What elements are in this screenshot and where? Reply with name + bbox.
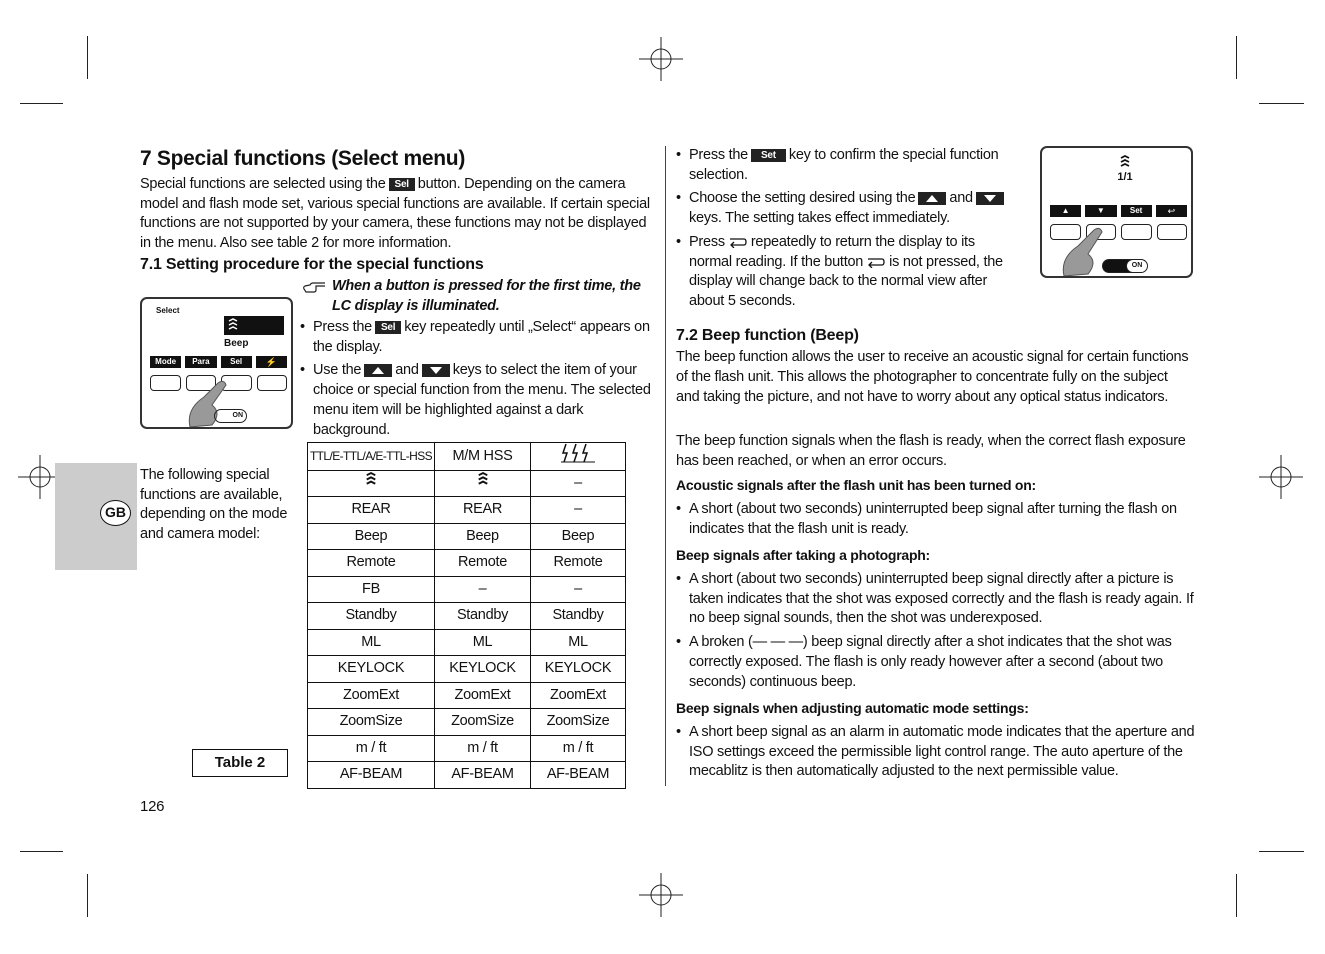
up-arrow-icon: ▲ [1050,205,1081,217]
sel-key-icon: Sel [375,321,401,334]
table-cell: ZoomSize [435,709,531,736]
table-row [308,470,626,497]
column-divider [665,146,666,786]
crop-mark [1259,851,1304,852]
beep-icon [476,472,490,488]
list-item [676,189,1021,228]
table-label: Table 2 [192,749,288,777]
up-key-icon [364,364,392,377]
on-switch[interactable]: ON [1126,259,1148,273]
on-switch[interactable]: ON [214,409,247,423]
following-text: The following special functions are available, depending on the mode and camera model: [140,467,288,543]
table-header-row [308,443,626,471]
steps-list-left [300,318,657,444]
table-cell: FB [308,576,435,603]
table-cell: Standby [435,603,531,630]
crop-mark [1236,36,1237,79]
table-cell: AF-BEAM [308,762,435,789]
crop-mark [87,874,88,917]
steps-list-right [676,146,1021,316]
acoustic-list [676,500,1193,543]
table-cell: ZoomExt [531,682,626,709]
column-header: M/M HSS [435,443,531,471]
table-row [308,550,626,577]
para-label: Para [185,356,216,368]
table-cell: Beep [308,523,435,550]
crop-mark [1236,874,1237,917]
table-cell [308,470,435,497]
softkey-button[interactable] [1157,224,1188,240]
set-key-icon: Set [751,149,786,162]
table-cell: AF-BEAM [435,762,531,789]
step-text: Press [689,233,725,250]
page-title: 7 Special functions (Select menu) [140,147,466,170]
table-cell: REAR [435,497,531,524]
step-text: Press the [689,147,748,163]
registration-mark-icon [639,873,683,917]
table-cell: Remote [531,550,626,577]
sel-key-icon: Sel [389,178,415,191]
down-key-icon [422,364,450,377]
step-text: and [395,362,419,379]
list-item [300,361,657,440]
step-text: keys. The setting takes effect immediately. [689,210,950,227]
table-row [308,497,626,524]
list-item: • A short (about two seconds) uninterrupted beep signal after turning the flash on indicates that the flash unit is ready. [676,500,1193,539]
crop-mark [20,103,63,104]
softkey-button[interactable] [257,375,288,391]
step-text: Choose the setting desired using the [689,190,916,207]
beep-icon [364,472,378,488]
table-cell: REAR [308,497,435,524]
table-cell: m / ft [308,735,435,762]
subheading: Acoustic signals after the flash unit has been turned on: [676,477,1036,493]
page-number: 126 [140,798,165,815]
list-item [300,318,657,357]
step-text: repeatedly to return the display to its normal reading. If the button [689,233,975,270]
table-cell: m / ft [531,735,626,762]
section-heading: 7.1 Setting procedure for the special functions [140,256,484,273]
table-row [308,629,626,656]
crop-mark [87,36,88,79]
subheading: Beep signals when adjusting automatic mode settings: [676,700,1029,716]
display-value: 1/1 [1117,171,1133,183]
sel-label: Sel [221,356,252,368]
list-item: • A short beep signal as an alarm in automatic mode indicates that the aperture and ISO settings exceed the permissible light control range. The auto aperture of the mecablitz is then automatically adjusted to the next permissible value. [676,723,1196,782]
list-item [676,146,1021,185]
intro-text: button. Depending on the camera model and flash mode set, various special functions are available. If certain special functions are not supported by your camera, these functions may not be displayed in the menu. Also see table 2 for more information. [140,176,650,252]
table-cell: KEYLOCK [531,656,626,683]
highlight-bar [224,316,284,335]
flash-display-illustration [1040,146,1193,278]
special-functions-table [307,442,626,789]
table-cell: Remote [435,550,531,577]
softkey-button[interactable] [150,375,181,391]
crop-mark [20,851,63,852]
step-text: Press the [313,319,372,335]
softkey-labels [1050,205,1187,217]
beep-icon [227,318,239,333]
table-cell: ML [308,629,435,656]
softkey-labels [150,356,287,368]
registration-mark-icon [1259,455,1303,499]
table-cell: ZoomSize [308,709,435,736]
table-cell: ML [531,629,626,656]
after-photo-list [676,570,1196,696]
table-cell: – [531,470,626,497]
column-header [531,443,626,471]
table-cell: – [435,576,531,603]
table-cell: KEYLOCK [435,656,531,683]
table-row [308,735,626,762]
return-key-icon [866,256,886,268]
flash-series-icon [561,443,595,463]
table-cell: Standby [531,603,626,630]
intro-text: Special functions are selected using the [140,176,386,192]
table-row [308,656,626,683]
list-item: • A broken (— — —) beep signal directly after a shot indicates that the shot was correctly exposed. The flash is only ready however after a second (about two seconds) continuous beep. [676,633,1196,692]
registration-mark-icon [639,37,683,81]
pointing-hand-icon [302,280,326,294]
table-cell: ZoomExt [435,682,531,709]
down-key-icon [976,192,1004,205]
step-text: Use the [313,362,362,379]
step-text: keys to select the item of your choice or special function from the menu. The selected menu item will be highlighted against a dark background. [313,362,651,438]
table-cell: Remote [308,550,435,577]
table-cell: ML [435,629,531,656]
beep-paragraph: The beep function signals when the flash is ready, when the correct flash exposure has been reached, or when an error occurs. [676,433,1186,469]
step-text: and [949,190,973,207]
step-text: is not pressed, the display will change back to the normal view after about 5 seconds. [689,253,1003,310]
list-item: • A short (about two seconds) uninterrupted beep signal directly after a picture is taken indicates that the shot was exposed correctly and the flash is ready again. If no beep signal sounds, then the shot was underexposed. [676,570,1196,629]
display-title: Select [156,306,180,315]
return-icon: ↩ [1156,205,1187,217]
table-cell: AF-BEAM [531,762,626,789]
table-row [308,603,626,630]
table-cell [435,470,531,497]
table-cell: Standby [308,603,435,630]
table-cell: m / ft [435,735,531,762]
column-header: TTL/E-TTL/A/E-TTL-HSS [308,443,435,471]
flash-icon: ⚡ [256,356,287,368]
list-item [676,233,1021,312]
beep-icon [1119,155,1131,170]
language-badge: GB [100,500,131,526]
display-item: Beep [224,338,249,349]
intro-paragraph [140,175,655,254]
auto-mode-list [676,723,1196,786]
table-cell: Beep [435,523,531,550]
table-row [308,523,626,550]
subheading: Beep signals after taking a photograph: [676,547,930,563]
table-cell: KEYLOCK [308,656,435,683]
table-cell: ZoomSize [531,709,626,736]
step-text: key repeatedly until „Select“ appears on the display. [313,319,650,355]
set-label: Set [1121,205,1152,217]
table-row [308,762,626,789]
table-cell: ZoomExt [308,682,435,709]
flash-display-illustration [140,297,293,429]
table-row [308,709,626,736]
step-text: key to confirm the special function selection. [689,147,999,183]
table-cell: – [531,576,626,603]
beep-paragraph: The beep function allows the user to receive an acoustic signal for certain functions of the flash unit. This allows the photographer to concentrate fully on the subject and taking the picture, and not have to worry about any optical status indicators. [676,349,1189,405]
table-cell: – [531,497,626,524]
table-cell: Beep [531,523,626,550]
down-arrow-icon: ▼ [1085,205,1116,217]
note-text: When a button is pressed for the first time, the LC display is illuminated. [332,278,641,314]
up-key-icon [918,192,946,205]
section-heading: 7.2 Beep function (Beep) [676,327,859,344]
crop-mark [1259,103,1304,104]
return-key-icon [728,236,748,248]
mode-label: Mode [150,356,181,368]
table-row [308,576,626,603]
table-row [308,682,626,709]
